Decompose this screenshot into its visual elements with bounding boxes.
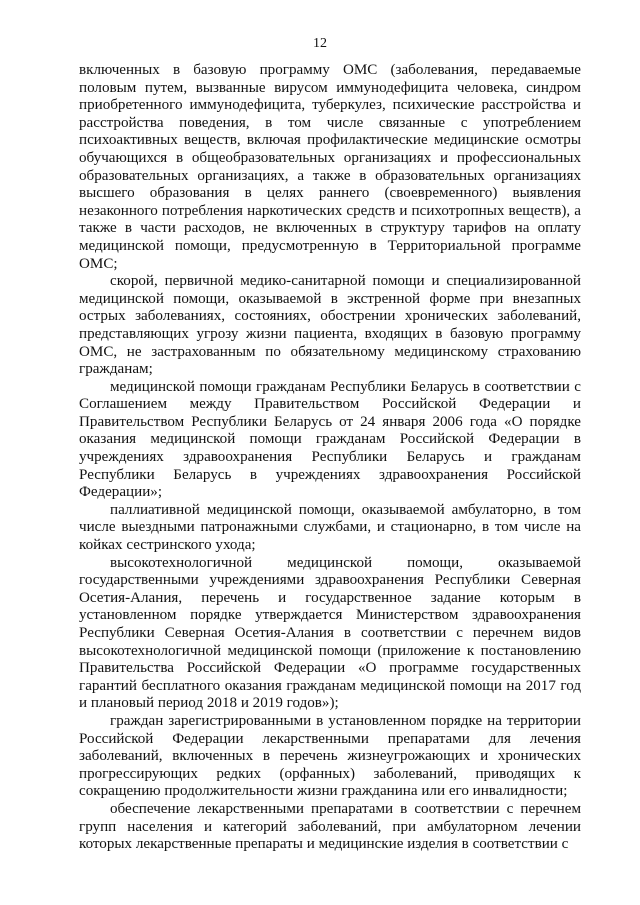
page-number: 12	[313, 36, 327, 51]
paragraph-emergency-care: скорой, первичной медико-санитарной помощи и специализированной медицинской помощи, оказываемой в экстренной форме при внезапных острых заболеваниях, состояниях, обострении хронических заболеваний, представляющих угрозу жизни пациента, входящих в базовую программу ОМС, не застрахованным по обязательному медицинскому страхованию гражданам;	[79, 273, 581, 378]
paragraph-high-tech-care: высокотехнологичной медицинской помощи, оказываемой государственными учреждениями здравоохранения Республики Северная Осетия-Алания, перечень и государственное задание которым в установленном порядке утверждается Министерством здравоохранения Республики Северная Осетия-Алания в соответствии с перечнем видов высокотехнологичной медицинской помощи (приложение к постановлению Правительства Российской Федерации «О программе государственных гарантий бесплатного оказания гражданам медицинской помощи на 2017 год и плановый период 2018 и 2019 годов»);	[79, 554, 581, 712]
paragraph-oms-continuation: включенных в базовую программу ОМС (заболевания, передаваемые половым путем, вызванные вирусом иммунодефицита человека, синдром приобретенного иммунодефицита, туберкулез, психические расстройства и расстройства поведения, в том числе связанные с употреблением психоактивных веществ, включая профилактические медицинские осмотры обучающихся в общеобразовательных организациях и профессиональных образовательных организациях, а также в образовательных организациях высшего образования в целях раннего (своевременного) выявления незаконного потребления наркотических средств и психотропных веществ), а также в части расходов, не включенных в структуру тарифов на оплату медицинской помощи, предусмотренную в Территориальной программе ОМС;	[79, 62, 581, 272]
document-body	[79, 62, 581, 854]
paragraph-drug-provision: обеспечение лекарственными препаратами в соответствии с перечнем групп населения и категорий заболеваний, при амбулаторном лечении которых лекарственные препараты и медицинские изделия в соответствии с	[79, 800, 581, 853]
paragraph-belarus-agreement: медицинской помощи гражданам Республики Беларусь в соответствии с Соглашением между Правительством Российской Федерации и Правительством Республики Беларусь от 24 января 2006 года «О порядке оказания медицинской помощи гражданам Российской Федерации в учреждениях здравоохранения Республики Беларусь и гражданам Республики Беларусь в учреждениях здравоохранения Российской Федерации»;	[79, 378, 581, 501]
paragraph-palliative-care: паллиативной медицинской помощи, оказываемой амбулаторно, в том числе выездными патронажными службами, и стационарно, в том числе на койках сестринского ухода;	[79, 501, 581, 554]
paragraph-rare-diseases: граждан зарегистрированными в установленном порядке на территории Российской Федерации лекарственными препаратами для лечения заболеваний, включенных в перечень жизнеугрожающих и хронических прогрессирующих редких (орфанных) заболеваний, приводящих к сокращению продолжительности жизни гражданина или его инвалидности;	[79, 712, 581, 800]
